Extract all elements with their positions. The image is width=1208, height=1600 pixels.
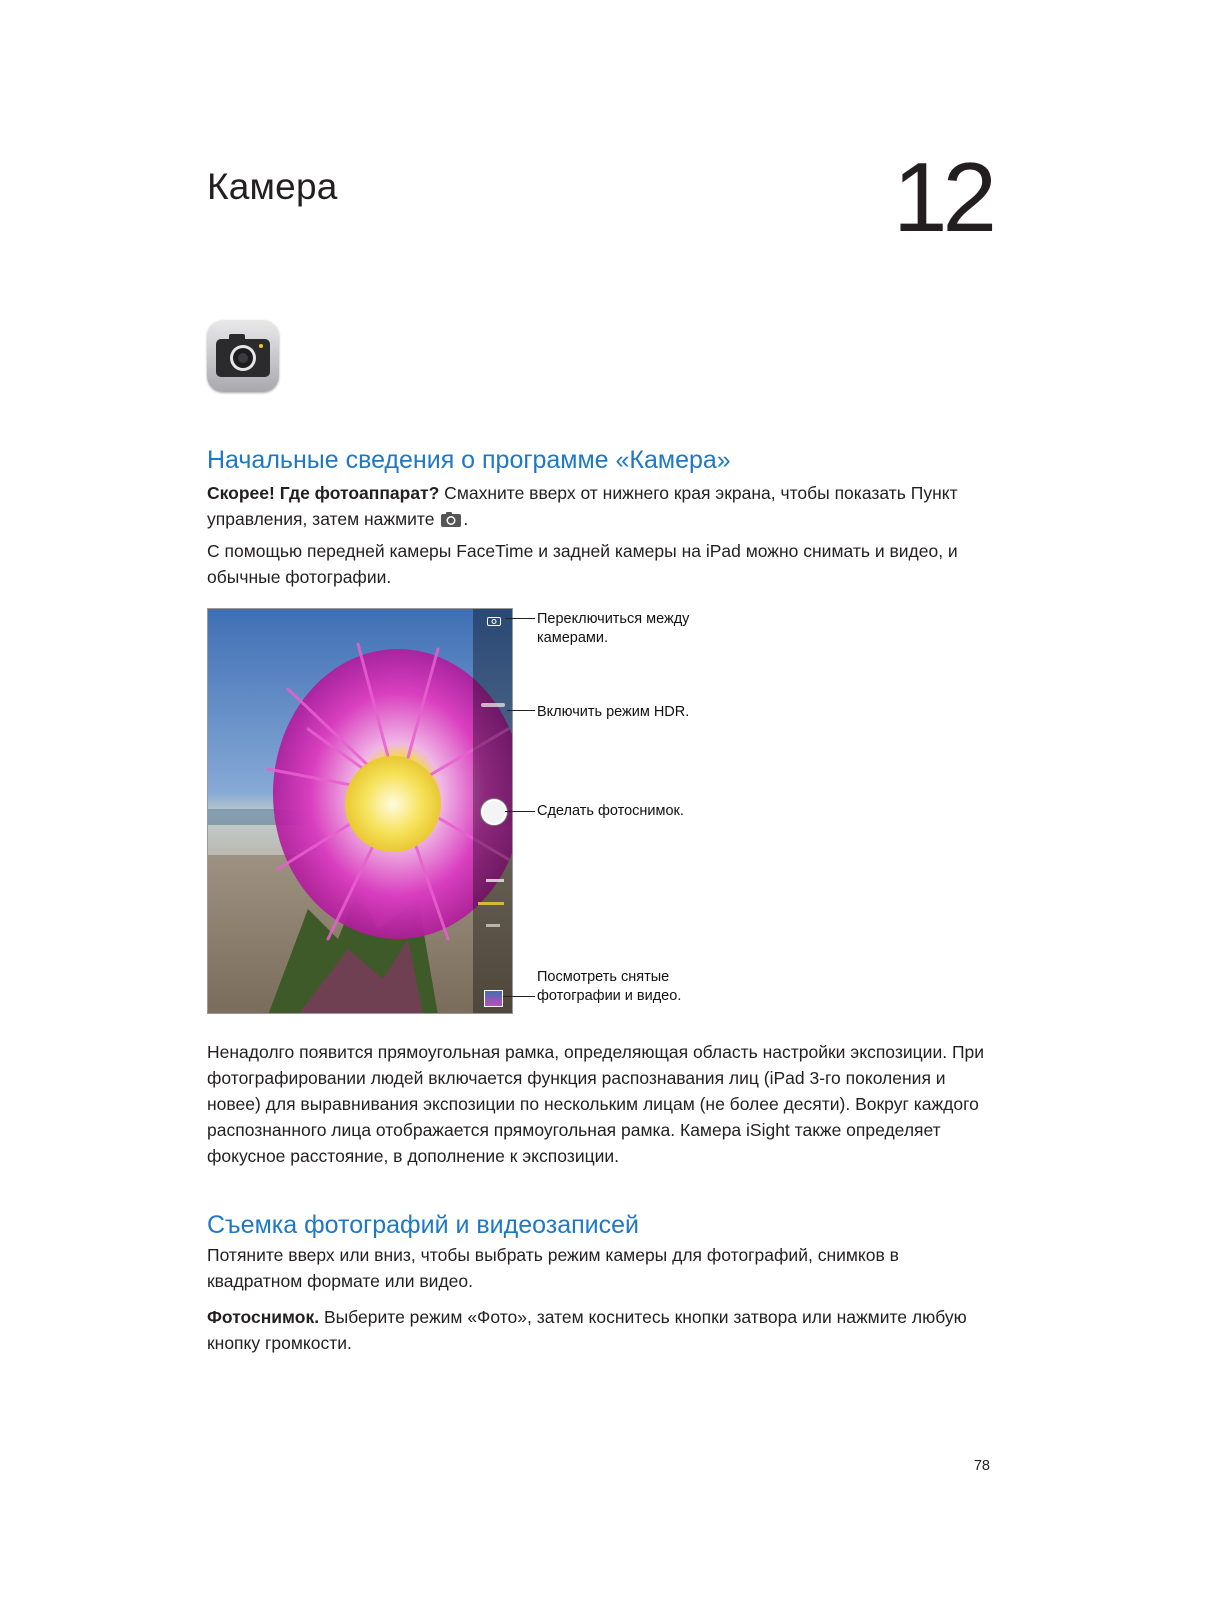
paragraph-text: Смахните вверх от нижнего края экрана, чтобы показать Пункт управления, затем нажмите <box>207 483 958 529</box>
flower-photo <box>208 609 513 1014</box>
page-number: 78 <box>973 1458 990 1474</box>
leader-line-hdr <box>507 710 535 711</box>
leader-line-view <box>503 996 535 997</box>
paragraph-exposure: Ненадолго появится прямоугольная рамка, определяющая область настройки экспозиции. При фотографировании людей включается функция распознавания лиц (iPad 3-го поколения и новее) для выравнивания экспозиции по нескольким лицам (не более десяти). Вокруг каждого распознанного лица отображается прямоугольная рамка. Камера iSight также определяет фокусное расстояние, в дополнение к экспозиции. <box>207 1042 985 1166</box>
hdr-toggle-icon[interactable] <box>481 703 505 707</box>
inline-camera-icon <box>440 509 462 535</box>
paragraph-photo <box>207 1304 992 1356</box>
section-heading-getting-started: Начальные сведения о программе «Камера» <box>207 446 731 474</box>
bold-lead-in: Скорее! Где фотоаппарат? <box>207 483 440 503</box>
callout-line: камерами. <box>537 630 608 646</box>
callout-line: фотографии и видео. <box>537 988 682 1004</box>
callout-line: Переключиться между <box>537 611 690 627</box>
callout-shutter: Сделать фотоснимок. <box>537 803 684 819</box>
paragraph-modes: Потяните вверх или вниз, чтобы выбрать режим камеры для фотографий, снимков в квадратном формате или видео. <box>207 1245 899 1291</box>
camera-app-icon <box>207 320 279 392</box>
callout-view-photos <box>537 968 681 1006</box>
mode-square-indicator[interactable] <box>486 924 500 927</box>
chapter-number: 12 <box>892 142 992 252</box>
callout-switch-camera <box>537 610 689 648</box>
thumbnail-button[interactable] <box>484 990 503 1007</box>
shutter-button[interactable] <box>481 799 507 825</box>
paragraph-text-end: . <box>463 509 469 529</box>
switch-camera-icon[interactable] <box>487 613 501 631</box>
section-heading-shooting: Съемка фотографий и видеозаписей <box>207 1211 639 1239</box>
leader-line-shutter <box>505 811 535 812</box>
mode-photo-indicator[interactable] <box>478 902 504 905</box>
callout-line: Посмотреть снятые <box>537 969 670 985</box>
paragraph-quick-access <box>207 480 997 535</box>
callout-hdr: Включить режим HDR. <box>537 704 690 720</box>
bold-lead-in: Фотоснимок. <box>207 1307 320 1327</box>
leader-line-switch <box>505 618 535 619</box>
paragraph-text: Выберите режим «Фото», затем коснитесь кнопки затвора или нажмите любую кнопку громкости. <box>207 1307 967 1353</box>
camera-screenshot <box>207 608 513 1014</box>
chapter-title: Камера <box>207 166 338 207</box>
paragraph-cameras: С помощью передней камеры FaceTime и задней камеры на iPad можно снимать и видео, и обычные фотографии. <box>207 541 958 587</box>
mode-video-indicator[interactable] <box>486 879 504 882</box>
